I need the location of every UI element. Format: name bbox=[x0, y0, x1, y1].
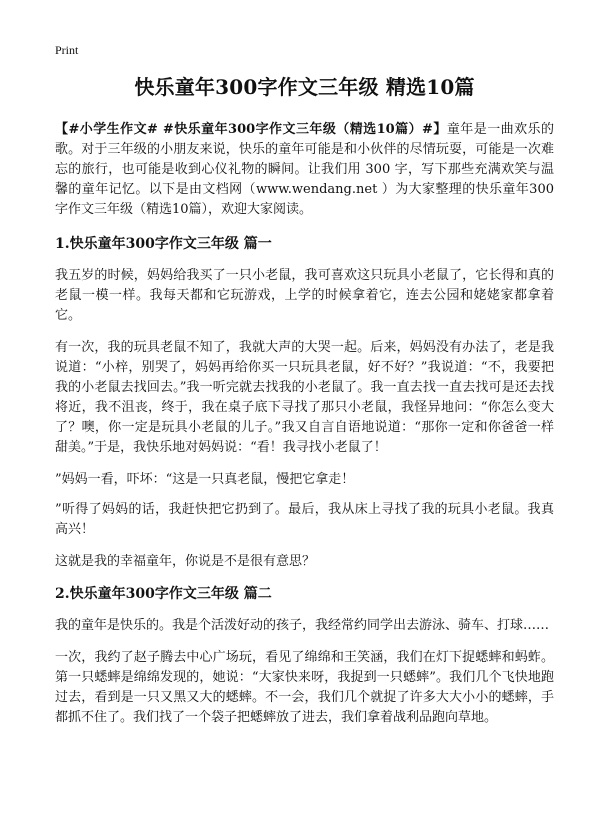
story-paragraph: ”听得了妈妈的话，我赶快把它扔到了。最后，我从床上寻找了我的玩具小老鼠。我真高兴！ bbox=[55, 502, 554, 537]
story-paragraph: 我五岁的时候，妈妈给我买了一只小老鼠，我可喜欢这只玩具小老鼠了，它长得和真的老鼠一模一样。我每天都和它玩游戏，上学的时候拿着它，连去公园和姥姥家都拿着它。 bbox=[55, 268, 554, 323]
story-paragraph: 有一次，我的玩具老鼠不知了，我就大声的大哭一起。后来，妈妈没有办法了，老是我说道：“小梓，别哭了，妈妈再给你买一只玩具老鼠，好不好？”我说道：“不，我要把我的小老鼠去找回去。”我一听完就去找我的小老鼠了。我一直去找一直去找可是还去找将近，我不沮丧，终于，我在桌子底下寻找了那只小老鼠，我怪异地问：“你怎么变大了？噢，你一定是玩具小老鼠的儿子。”我又自言自语地说道：“那你一定和你爸爸一样甜美。”于是，我快乐地对妈妈说：“看！我寻找小老鼠了！ bbox=[55, 340, 554, 455]
intro-bold-prefix: 【#小学生作文# #快乐童年300字作文三年级（精选10篇）#】 bbox=[55, 122, 447, 137]
section-heading: 2.快乐童年300字作文三年级 篇二 bbox=[55, 586, 272, 602]
section-2 bbox=[55, 584, 554, 728]
story-paragraph: 这就是我的幸福童年，你说是不是很有意思？ bbox=[55, 554, 316, 569]
page-title: 快乐童年300字作文三年级 精选10篇 bbox=[134, 75, 475, 99]
story-paragraph: ”妈妈一看，吓坏：“这是一只真老鼠，慢把它拿走！ bbox=[55, 472, 355, 487]
print-label: Print bbox=[55, 43, 79, 57]
section-1 bbox=[55, 234, 554, 572]
section-heading: 1.快乐童年300字作文三年级 篇一 bbox=[55, 236, 272, 252]
intro-paragraph bbox=[55, 120, 554, 220]
story-paragraph: 我的童年是快乐的。我是个活泼好动的孩子，我经常约同学出去游泳、骑车、打球…… bbox=[55, 618, 550, 633]
intro-text: 童年是一曲欢乐的歌。对于三年级的小朋友来说，快乐的童年可能是和小伙伴的尽情玩耍，可能是一次难忘的旅行，也可能是收到心仪礼物的瞬间。让我们用 300 字，写下那些充满欢笑与温馨的童年记忆。以下是由文档网（www.wendang.net ）为大家整理的快乐童年300字作文三年级（精选10篇），欢迎大家阅读。 bbox=[55, 122, 554, 217]
story-paragraph: 一次，我约了赵子腾去中心广场玩，看见了绵绵和王笑涵，我们在灯下捉蟋蟀和蚂蚱。第一只蟋蟀是绵绵发现的，她说：“大家快来呀，我捉到一只蟋蟀”。我们几个飞快地跑过去，看到是一只又黑又大的蟋蟀。不一会，我们几个就捉了许多大大小小的蟋蟀，手都抓不住了。我们找了一个袋子把蟋蟀放了进去，我们拿着战利品跑向草地。 bbox=[55, 650, 554, 725]
